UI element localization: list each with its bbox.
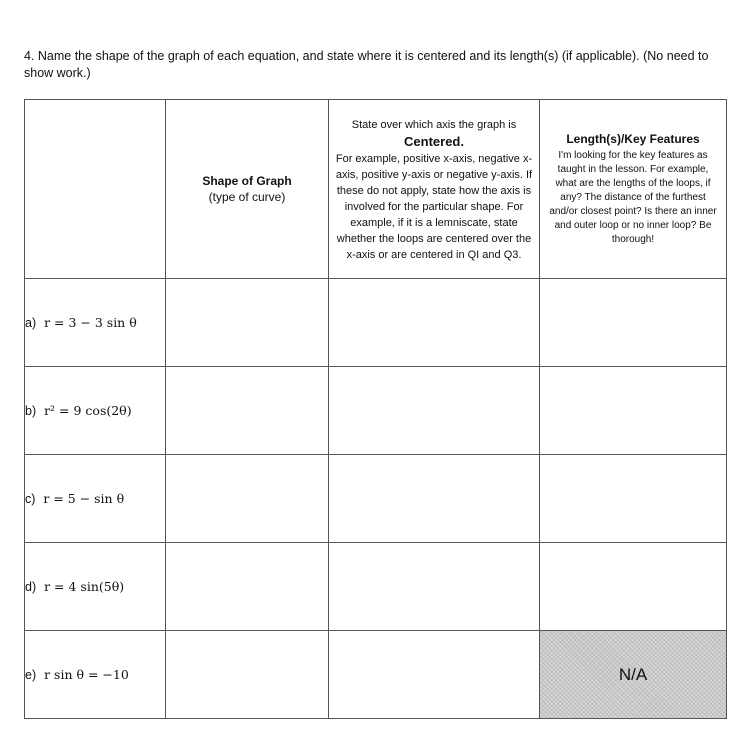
length-answer-cell[interactable] [540,455,727,543]
length-header-body: I'm looking for the key features as taught in the lesson. For example, what are the lengths of the loops, if any? The distance of the furthest and/or closest point? Is there an inner and outer loop or no inner loop? Be thorough! [549,149,717,245]
table-row [25,455,727,543]
shape-header-subtitle: (type of curve) [208,190,286,204]
length-header-title: Length(s)/Key Features [566,131,700,146]
length-answer-cell[interactable] [540,543,727,631]
centered-answer-cell[interactable] [329,543,540,631]
table-row [25,543,727,631]
header-row [25,100,727,279]
row-label: d) [25,580,37,594]
equation-text: r = 3 − 3 sin θ [44,315,137,330]
shape-answer-cell[interactable] [166,631,329,719]
shape-header-title: Shape of Graph [202,174,292,188]
equation-text: r sin θ = −10 [44,667,129,682]
equation-text: r = 5 − sin θ [43,491,125,506]
na-label: N/A [618,664,648,684]
equation-cell [25,455,166,543]
shape-answer-cell[interactable] [166,455,329,543]
row-label: a) [25,316,37,330]
table-row [25,367,727,455]
length-answer-cell[interactable] [540,367,727,455]
table-row [25,631,727,719]
header-blank-cell [25,100,166,279]
na-shaded-cell [540,631,727,719]
question-text: 4. Name the shape of the graph of each equation, and state where it is centered and its length(s) (if applicable). (No need to show work.) [24,49,709,80]
equation-cell [25,543,166,631]
equation-cell [25,631,166,719]
header-centered-cell [329,100,540,279]
length-answer-cell[interactable] [540,279,727,367]
header-shape-cell [166,100,329,279]
row-label: b) [25,404,37,418]
equation-cell [25,367,166,455]
equation-cell [25,279,166,367]
shape-answer-cell[interactable] [166,543,329,631]
row-label: c) [25,492,36,506]
table-row [25,279,727,367]
shape-answer-cell[interactable] [166,367,329,455]
centered-header-body: For example, positive x-axis, negative x-axis, positive y-axis or negative y-axis. If these do not apply, state how the axis is involved for the particular shape. For example, if it is a lemniscate, state whether the loops are centered over the x-axis or are centered in QI and Q3. [335,152,533,261]
centered-header-title: Centered. [404,133,464,149]
equation-text: r = 4 sin(5θ) [44,579,125,594]
row-label: e) [25,668,37,682]
centered-header-intro: State over which axis the graph is [351,118,517,131]
centered-answer-cell[interactable] [329,367,540,455]
centered-answer-cell[interactable] [329,279,540,367]
equation-text: r² = 9 cos(2θ) [44,403,132,418]
worksheet-table [24,99,727,719]
shape-answer-cell[interactable] [166,279,329,367]
centered-answer-cell[interactable] [329,455,540,543]
header-length-cell [540,100,727,279]
centered-answer-cell[interactable] [329,631,540,719]
